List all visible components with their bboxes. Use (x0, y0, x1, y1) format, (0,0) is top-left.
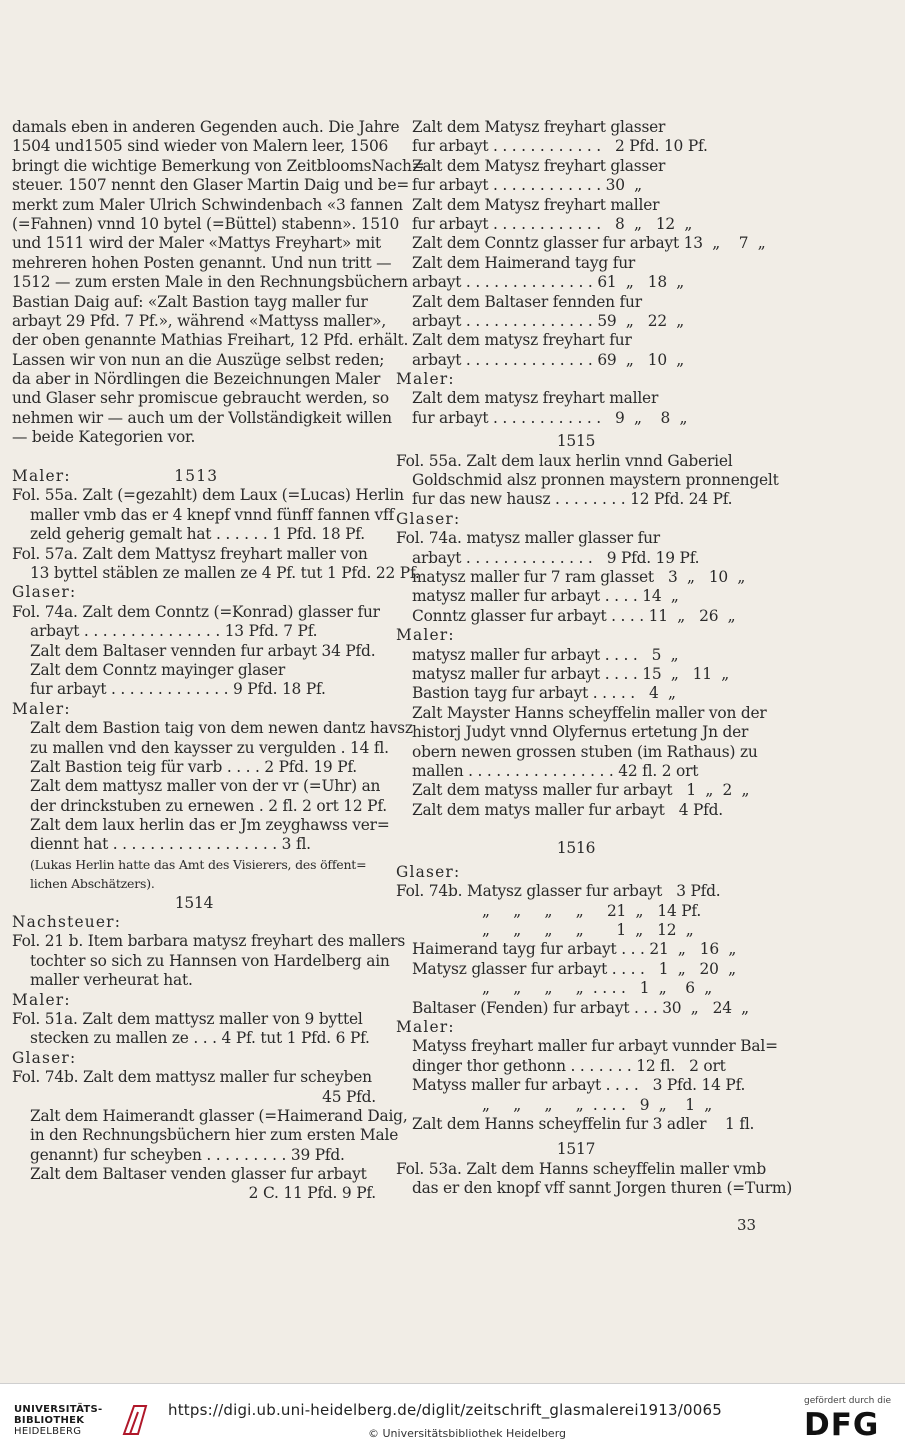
text-line: Goldschmid alsz pronnen maystern pronnengelt (412, 471, 779, 490)
text-line: — beide Kategorien vor. (12, 428, 196, 447)
text-line: fur arbayt . . . . . . . . . . . . . 9 Pfd. 18 Pf. (30, 680, 326, 699)
text-line: Matysz glasser fur arbayt . . . . 1 „ 20 „ (412, 959, 736, 978)
text-line: arbayt 29 Pfd. 7 Pf.», während «Mattyss maller», (12, 311, 387, 330)
note-line: lichen Abschätzers). (30, 876, 155, 892)
text-line: Fol. 51a. Zalt dem mattysz maller von 9 byttel (12, 1009, 363, 1028)
text-line: obern newen grossen stuben (im Rathaus) zu (412, 742, 758, 761)
text-line: stecken zu mallen ze . . . 4 Pf. tut 1 Pfd. 6 Pf. (30, 1029, 370, 1048)
text-line: Bastian Daig auf: «Zalt Bastion tayg maller fur (12, 292, 368, 311)
library-mark-icon (120, 1404, 150, 1436)
text-line: arbayt . . . . . . . . . . . . . . 61 „ 18 „ (412, 273, 685, 292)
text-line: Zalt dem laux herlin das er Jm zeyghawss ver= (30, 816, 390, 835)
text-line: und 1511 wird der Maler «Mattys Freyhart» mit (12, 234, 381, 253)
text-line: Zalt Bastion teig für varb . . . . 2 Pfd. 19 Pf. (30, 757, 358, 776)
text-line: 45 Pfd. (322, 1087, 376, 1106)
text-line: Zalt dem matysz freyhart maller (412, 389, 659, 408)
text-line: zu mallen vnd den kaysser zu vergulden . 14 fl. (30, 738, 389, 757)
category-heading: Maler: (396, 626, 455, 645)
permalink-url[interactable]: https://digi.ub.uni-heidelberg.de/diglit/zeitschrift_glasmalerei1913/0065 (168, 1401, 722, 1419)
spacer-line (396, 820, 756, 839)
text-line: maller verheurat hat. (30, 971, 193, 990)
text-line: Zalt dem Matysz freyhart maller (412, 195, 660, 214)
text-line: dinger thor gethonn . . . . . . . 12 fl. 2 ort (412, 1056, 726, 1075)
text-line: fur arbayt . . . . . . . . . . . . 9 „ 8 „ (412, 408, 688, 427)
category-heading: Nachsteuer: (12, 913, 122, 932)
text-line: da aber in Nördlingen die Bezeichnungen Maler (12, 370, 381, 389)
viewer-footer (0, 1383, 905, 1451)
text-line: arbayt . . . . . . . . . . . . . . . 13 Pfd. 7 Pf. (30, 622, 318, 641)
text-line: arbayt . . . . . . . . . . . . . . 69 „ 10 „ (412, 350, 685, 369)
copyright-notice: © Universitätsbibliothek Heidelberg (368, 1427, 567, 1440)
text-line: Zalt dem matyss maller fur arbayt 1 „ 2 „ (412, 781, 750, 800)
text-line: 13 byttel stäblen ze mallen ze 4 Pf. tut 1 Pfd. 22 Pf. (30, 563, 420, 582)
text-line: 1504 und1505 sind wieder von Malern leer, 1506 (12, 137, 389, 156)
text-line: Zalt dem Matysz freyhart glasser (412, 156, 666, 175)
section-heading-1517: 1517 (556, 1140, 596, 1159)
text-line: matysz maller fur arbayt . . . . 15 „ 11 „ (412, 664, 730, 683)
text-line: mehreren hohen Posten genannt. Und nun tritt — (12, 253, 392, 272)
right-column (396, 118, 793, 1198)
text-line: Fol. 74a. Zalt dem Conntz (=Konrad) glasser fur (12, 602, 380, 621)
category-heading: Maler: (12, 990, 71, 1009)
text-line: arbayt . . . . . . . . . . . . . . 9 Pfd. 19 Pf. (412, 548, 700, 567)
text-line: Zalt dem Baltaser vennden fur arbayt 34 Pfd. (30, 641, 376, 660)
text-line: Baltaser (Fenden) fur arbayt . . . 30 „ 24 „ (412, 998, 749, 1017)
text-line: Fol. 21 b. Item barbara matysz freyhart des mallers (12, 932, 406, 951)
text-line: Zalt dem matys maller fur arbayt 4 Pfd. (412, 800, 723, 819)
text-line: Fol. 74b. Zalt dem mattysz maller fur scheyben (12, 1068, 372, 1087)
text-line (12, 448, 376, 467)
section-heading-1515: 1515 (556, 432, 596, 451)
text-line: Zalt dem Conntz mayinger glaser (30, 660, 285, 679)
text-line: Conntz glasser fur arbayt . . . . 11 „ 26 „ (412, 606, 736, 625)
text-line: und Glaser sehr promiscue gebraucht werden, so (12, 389, 389, 408)
text-line: Bastion tayg fur arbayt . . . . . 4 „ (412, 684, 676, 703)
text-line: nehmen wir — auch um der Vollständigkeit willen (12, 408, 392, 427)
text-line: Zalt dem Baltaser venden glasser fur arbayt (30, 1165, 367, 1184)
logo-line: UNIVERSITÄTS- (14, 1404, 103, 1415)
text-line: bringt die wichtige Bemerkung von ZeitbloomsNach= (12, 156, 425, 175)
text-line: Zalt dem Bastion taig von dem newen dantz havsz (30, 719, 413, 738)
text-line: (=Fahnen) vnnd 10 bytel (=Büttel) stabenn». 1510 (12, 214, 400, 233)
text-line: Fol. 53a. Zalt dem Hanns scheyffelin maller vmb (396, 1159, 766, 1178)
text-line: Zalt dem Hanns scheyffelin fur 3 adler 1 fl. (412, 1114, 755, 1133)
text-line: 1512 — zum ersten Male in den Rechnungsbüchern (12, 273, 408, 292)
text-line: fur arbayt . . . . . . . . . . . . 2 Pfd. 10 Pf. (412, 137, 708, 156)
text-line: zeld geherig gemalt hat . . . . . . 1 Pfd. 18 Pf. (30, 525, 365, 544)
ditto-line: „ „ „ „ . . . . 1 „ 6 „ (482, 979, 713, 998)
text-line: diennt hat . . . . . . . . . . . . . . . . . . 3 fl. (30, 835, 311, 854)
category-heading: Maler: (12, 699, 71, 718)
text-line: Zalt Mayster Hanns scheyffelin maller von der (412, 703, 767, 722)
ditto-line: „ „ „ „ . . . . 9 „ 1 „ (482, 1095, 713, 1114)
text-line: der drinckstuben zu ernewen . 2 fl. 2 ort 12 Pf. (30, 796, 387, 815)
text-line: Fol. 55a. Zalt (=gezahlt) dem Laux (=Lucas) Herlin (12, 486, 404, 505)
text-line: Fol. 57a. Zalt dem Mattysz freyhart maller von (12, 544, 368, 563)
category-heading: Glaser: (12, 583, 77, 602)
logo-line: HEIDELBERG (14, 1426, 82, 1437)
text-line: fur arbayt . . . . . . . . . . . . 8 „ 12 „ (412, 214, 693, 233)
ditto-line: „ „ „ „ 21 „ 14 Pf. (482, 901, 702, 920)
text-line: merkt zum Maler Ulrich Schwindenbach «3 fannen (12, 195, 403, 214)
text-line: steuer. 1507 nennt den Glaser Martin Daig und be= (12, 176, 410, 195)
text-line: historj Judyt vnnd Olyfernus ertetung Jn der (412, 723, 749, 742)
text-line: Haimerand tayg fur arbayt . . . 21 „ 16 „ (412, 940, 737, 959)
text-line: tochter so sich zu Hannsen von Hardelberg ain (30, 951, 390, 970)
ditto-line: „ „ „ „ 1 „ 12 „ (482, 921, 694, 940)
text-line: 2 C. 11 Pfd. 9 Pf. (248, 1184, 376, 1203)
category-heading: Maler: (396, 370, 455, 389)
text-line: maller vmb das er 4 knepf vnnd fünff fannen vff (30, 505, 395, 524)
text-line: Fol. 74a. matysz maller glasser fur (396, 529, 660, 548)
text-line: matysz maller fur arbayt . . . . 5 „ (412, 645, 679, 664)
text-line: Zalt dem mattysz maller von der vr (=Uhr) an (30, 777, 381, 796)
category-heading: Glaser: (396, 509, 461, 528)
category-heading: Glaser: (396, 862, 461, 881)
text-line: damals eben in anderen Gegenden auch. Die Jahre (12, 118, 400, 136)
page-number: 33 (737, 1216, 757, 1234)
text-line: fur arbayt . . . . . . . . . . . . 30 „ (412, 176, 642, 195)
text-line: Zalt dem Haimerand tayg fur (412, 253, 636, 272)
section-heading-1513: Maler: 1513 (12, 467, 219, 486)
text-line: Zalt dem matysz freyhart fur (412, 331, 632, 350)
text-line: Lassen wir von nun an die Auszüge selbst reden; (12, 350, 385, 369)
left-column (12, 118, 425, 1204)
text-line: matysz maller fur arbayt . . . . 14 „ (412, 587, 679, 606)
text-line: arbayt . . . . . . . . . . . . . . 59 „ 22 „ (412, 311, 685, 330)
text-line: mallen . . . . . . . . . . . . . . . . 42 fl. 2 ort (412, 761, 699, 780)
text-line: matysz maller fur 7 ram glasset 3 „ 10 „ (412, 567, 746, 586)
text-line: Matyss maller fur arbayt . . . . 3 Pfd. 14 Pf. (412, 1076, 746, 1095)
category-heading: Maler: (396, 1017, 455, 1036)
dfg-caption: gefördert durch die (804, 1396, 891, 1406)
logo-line: BIBLIOTHEK (14, 1415, 85, 1426)
text-line: genannt) fur scheyben . . . . . . . . . 39 Pfd. (30, 1145, 345, 1164)
section-heading-1516: 1516 (556, 839, 596, 858)
text-line: Zalt dem Conntz glasser fur arbayt 13 „ 7 „ (412, 234, 766, 253)
text-line: Fol. 74b. Matysz glasser fur arbayt 3 Pfd. (396, 882, 721, 901)
text-line: Matyss freyhart maller fur arbayt vunnder Bal= (412, 1037, 778, 1056)
text-line: fur das new hausz . . . . . . . . 12 Pfd. 24 Pf. (412, 490, 733, 509)
text-line: in den Rechnungsbüchern hier zum ersten Male (30, 1126, 399, 1145)
ub-heidelberg-logo[interactable] (14, 1404, 154, 1444)
dfg-logo[interactable]: DFG (804, 1407, 880, 1443)
text-line: Zalt dem Matysz freyhart glasser (412, 118, 666, 136)
category-heading: Glaser: (12, 1048, 77, 1067)
text-line: Fol. 55a. Zalt dem laux herlin vnnd Gaberiel (396, 451, 733, 470)
text-line: Zalt dem Baltaser fennden fur (412, 292, 642, 311)
text-line: Zalt dem Haimerandt glasser (=Haimerand Daig, (30, 1106, 408, 1125)
note-line: (Lukas Herlin hatte das Amt des Visierers, des öffent= (30, 856, 367, 872)
section-heading-1514: 1514 (174, 893, 214, 912)
text-line: der oben genannte Mathias Freihart, 12 Pfd. erhält. (12, 331, 409, 350)
text-line: das er den knopf vff sannt Jorgen thuren (=Turm) (412, 1179, 793, 1198)
